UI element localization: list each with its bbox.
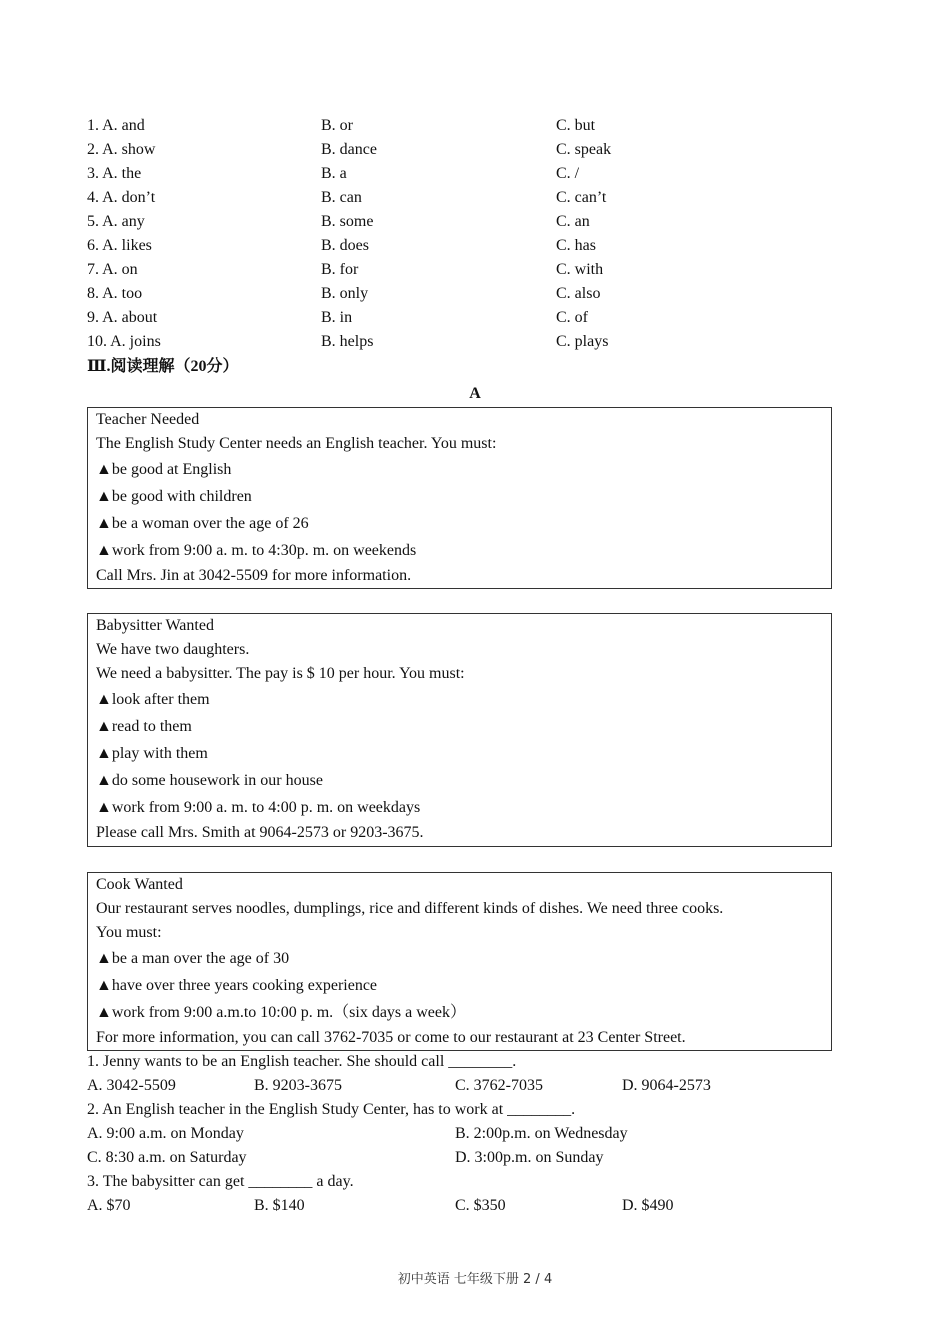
option-a: 6. A. likes [87,237,152,254]
answer-option: A. 3042-5509 [87,1077,176,1094]
ad-title: Babysitter Wanted [96,617,214,634]
choice-row [87,140,847,164]
ad-requirement: ▲read to them [96,718,192,735]
option-c: C. speak [556,141,612,158]
answer-option: D. 3:00p.m. on Sunday [455,1149,604,1166]
option-b: B. a [321,165,347,182]
option-b: B. or [321,117,353,134]
ad-title: Teacher Needed [96,411,200,428]
option-b: B. in [321,309,353,326]
ad-contact: Please call Mrs. Smith at 9064-2573 or 9203-3675. [96,824,424,841]
question-stem: 2. An English teacher in the English Study Center, has to work at ________. [87,1101,576,1118]
ad-babysitter [87,613,832,847]
choice-row [87,188,847,212]
answer-option: D. 9064-2573 [622,1077,711,1094]
option-c: C. has [556,237,596,254]
ad-requirement: ▲work from 9:00 a.m.to 10:00 p. m.（six days a week） [96,1004,467,1021]
option-c: C. also [556,285,601,302]
option-c: C. but [556,117,596,134]
ad-teacher [87,407,832,589]
ad-requirement: ▲be a woman over the age of 26 [96,515,309,532]
choice-row [87,332,847,356]
ad-contact: For more information, you can call 3762-7035 or come to our restaurant at 23 Center Street. [96,1029,686,1046]
option-a: 4. A. don’t [87,189,156,206]
answer-option: A. $70 [87,1197,131,1214]
option-b: B. some [321,213,374,230]
ad-line: We have two daughters. [96,641,250,658]
choice-row [87,260,847,284]
ad-intro: We need a babysitter. The pay is $ 10 per hour. You must: [96,665,465,682]
section-title: Ⅲ.阅读理解（20分） [87,358,239,375]
ad-requirement: ▲do some housework in our house [96,772,323,789]
option-a: 2. A. show [87,141,156,158]
answer-option: C. 3762-7035 [455,1077,543,1094]
option-c: C. with [556,261,604,278]
option-b: B. helps [321,333,374,350]
option-b: B. only [321,285,369,302]
ad-requirement: ▲be good with children [96,488,252,505]
option-a: 3. A. the [87,165,142,182]
answer-option: D. $490 [622,1197,674,1214]
option-a: 1. A. and [87,117,145,134]
ad-intro: You must: [96,924,162,941]
ad-requirement: ▲look after them [96,691,210,708]
option-b: B. can [321,189,362,206]
answer-option: C. $350 [455,1197,506,1214]
answer-option: B. 2:00p.m. on Wednesday [455,1125,628,1142]
question-options [87,1148,847,1172]
question-stem: 3. The babysitter can get ________ a day. [87,1173,354,1190]
choice-row [87,116,847,140]
option-a: 7. A. on [87,261,138,278]
option-b: B. does [321,237,369,254]
ad-contact: Call Mrs. Jin at 3042-5509 for more information. [96,567,412,584]
ad-requirement: ▲work from 9:00 a. m. to 4:30p. m. on weekends [96,542,417,559]
question-stem: 1. Jenny wants to be an English teacher. She should call ________. [87,1053,517,1070]
choice-row [87,212,847,236]
ad-intro: The English Study Center needs an English teacher. You must: [96,435,497,452]
option-a: 10. A. joins [87,333,161,350]
option-c: C. plays [556,333,609,350]
ad-requirement: ▲have over three years cooking experience [96,977,378,994]
answer-option: B. $140 [254,1197,305,1214]
ad-requirement: ▲be a man over the age of 30 [96,950,290,967]
option-a: 8. A. too [87,285,143,302]
option-a: 9. A. about [87,309,158,326]
option-a: 5. A. any [87,213,145,230]
choice-row [87,308,847,332]
ad-requirement: ▲be good at English [96,461,232,478]
ad-requirement: ▲play with them [96,745,208,762]
answer-option: B. 9203-3675 [254,1077,342,1094]
option-b: B. for [321,261,359,278]
option-b: B. dance [321,141,377,158]
option-c: C. can’t [556,189,607,206]
choice-row [87,284,847,308]
choice-row [87,236,847,260]
part-label: A [469,385,481,402]
answer-option: C. 8:30 a.m. on Saturday [87,1149,247,1166]
question-options [87,1076,847,1100]
question-options [87,1196,847,1220]
question-options [87,1124,847,1148]
answer-option: A. 9:00 a.m. on Monday [87,1125,244,1142]
option-c: C. / [556,165,580,182]
ad-title: Cook Wanted [96,876,183,893]
choice-row [87,164,847,188]
ad-line: Our restaurant serves noodles, dumplings, rice and different kinds of dishes. We need three cooks. [96,900,724,917]
option-c: C. an [556,213,590,230]
page-footer: 初中英语 七年级下册 2 / 4 [397,1272,553,1287]
ad-cook [87,872,832,1051]
ad-requirement: ▲work from 9:00 a. m. to 4:00 p. m. on weekdays [96,799,421,816]
option-c: C. of [556,309,588,326]
